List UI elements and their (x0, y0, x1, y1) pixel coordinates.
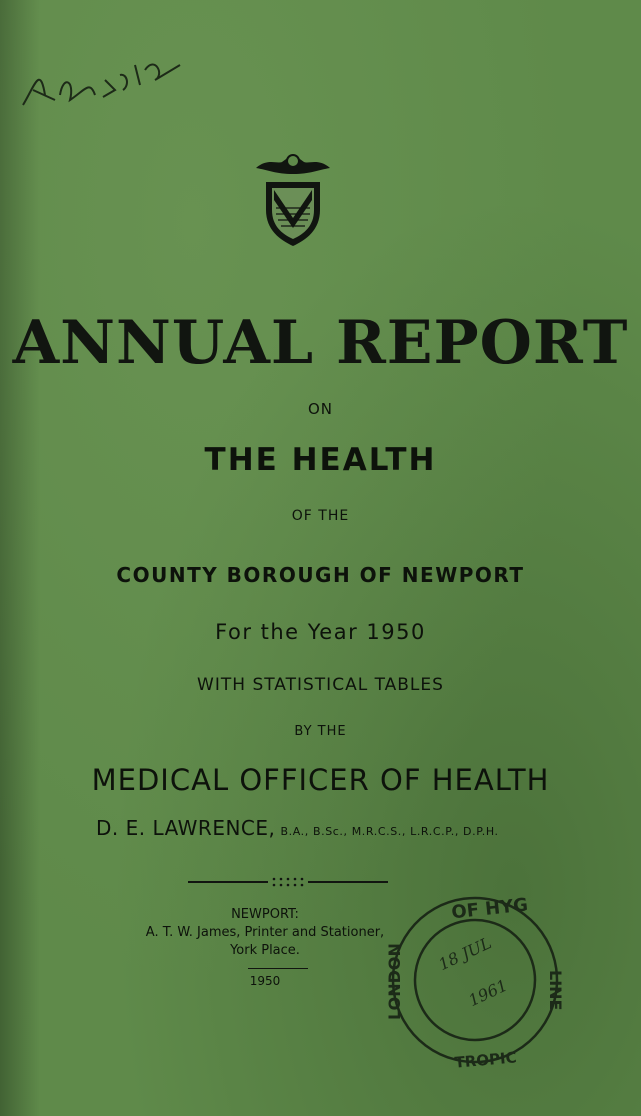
subject-heading: THE HEALTH (204, 442, 437, 478)
svg-text:1961: 1961 (465, 975, 511, 1011)
svg-text:TROPIC: TROPIC (453, 1048, 518, 1072)
borough-crest-icon (252, 148, 334, 248)
on-line: ON (307, 400, 334, 418)
author-qualifications: B.A., B.Sc., M.R.C.S., L.R.C.P., D.P.H. (280, 825, 499, 838)
imprint-city: NEWPORT: (231, 907, 299, 922)
of-the-line: OF THE (291, 508, 350, 524)
svg-text:OF HYG: OF HYG (450, 894, 529, 924)
handwritten-note (15, 35, 215, 115)
by-the-line: BY THE (294, 724, 347, 739)
imprint-address: York Place. (230, 943, 300, 958)
author-name: D. E. LAWRENCE, (96, 816, 276, 840)
author-line (96, 816, 499, 840)
imprint-year: 1950 (249, 974, 281, 988)
decorative-rule (188, 876, 388, 888)
report-title: ANNUAL REPORT (12, 308, 629, 378)
library-stamp (380, 880, 570, 1080)
officer-heading: MEDICAL OFFICER OF HEALTH (91, 763, 550, 797)
svg-text:LONDON: LONDON (385, 943, 404, 1020)
svg-text:LINE: LINE (546, 970, 565, 1011)
year-line: For the Year 1950 (215, 620, 426, 644)
place-heading: COUNTY BOROUGH OF NEWPORT (116, 563, 525, 587)
svg-text:18 JUL: 18 JUL (435, 933, 495, 975)
tables-line: WITH STATISTICAL TABLES (197, 675, 444, 695)
imprint-divider (248, 968, 308, 969)
imprint-printer: A. T. W. James, Printer and Stationer, (145, 925, 385, 940)
printer-imprint (140, 906, 390, 960)
